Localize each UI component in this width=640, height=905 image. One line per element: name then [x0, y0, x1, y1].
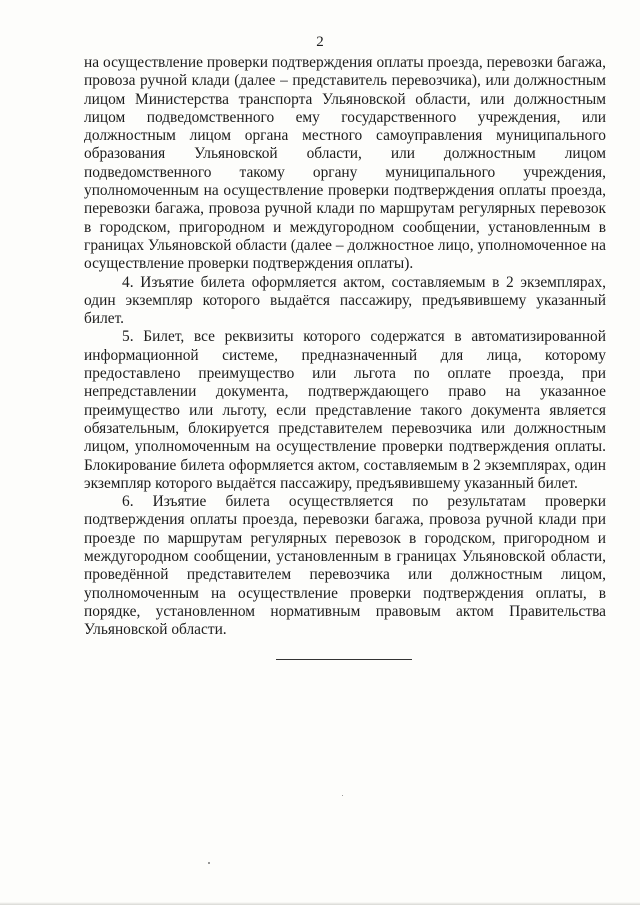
paragraph-item-4: 4. Изъятие билета оформляется актом, составляемым в 2 экземплярах, один экземпляр которого выдаётся пассажиру, предъявившему указанный билет.	[84, 273, 606, 328]
paragraph-item-6: 6. Изъятие билета осуществляется по результатам проверки подтверждения оплаты проезда, перевозки багажа, провоза ручной клади при проезде по маршрутам регулярных перевозок в городском, пригородном и междугородном сообщении, установленным в границах Ульяновской области, проведённой представителем перевозчика или должностным лицом, уполномоченным на осуществление проверки подтверждения оплаты, в порядке, установленном нормативным правовым актом Правительства Ульяновской области.	[84, 493, 606, 639]
end-of-document-rule	[276, 659, 412, 660]
scan-speck	[208, 862, 210, 864]
paragraph-continuation: на осуществление проверки подтверждения оплаты проезда, перевозки багажа, провоза ручной клади (далее – представитель перевозчика), или должностным лицом Министерства транспорта Ульяновской области, или должностным лицом подведомственного ему государственного учреждения, или должностным лицом органа местного самоуправления муниципального образования Ульяновской области, или должностным лицом подведомственного такому органу муниципального учреждения, уполномоченным на осуществление проверки подтверждения оплаты проезда, перевозки багажа, провоза ручной клади по маршрутам регулярных перевозок в городском, пригородном и междугородном сообщении, установленным в границах Ульяновской области (далее – должностное лицо, уполномоченное на осуществление проверки подтверждения оплаты).	[84, 54, 606, 273]
document-body	[84, 54, 606, 640]
paragraph-item-5: 5. Билет, все реквизиты которого содержатся в автоматизированной информационной системе, предназначенный для лица, которому предоставлено преимущество или льгота по оплате проезда, при непредставлении документа, подтверждающего право на указанное преимущество или льготу, если представление такого документа является обязательным, блокируется представителем перевозчика или должностным лицом, уполномоченным на осуществление проверки подтверждения оплаты. Блокирование билета оформляется актом, составляемым в 2 экземплярах, один экземпляр которого выдаётся пассажиру, предъявившему указанный билет.	[84, 328, 606, 492]
page-number: 2	[316, 34, 324, 50]
scan-speck	[342, 795, 343, 796]
